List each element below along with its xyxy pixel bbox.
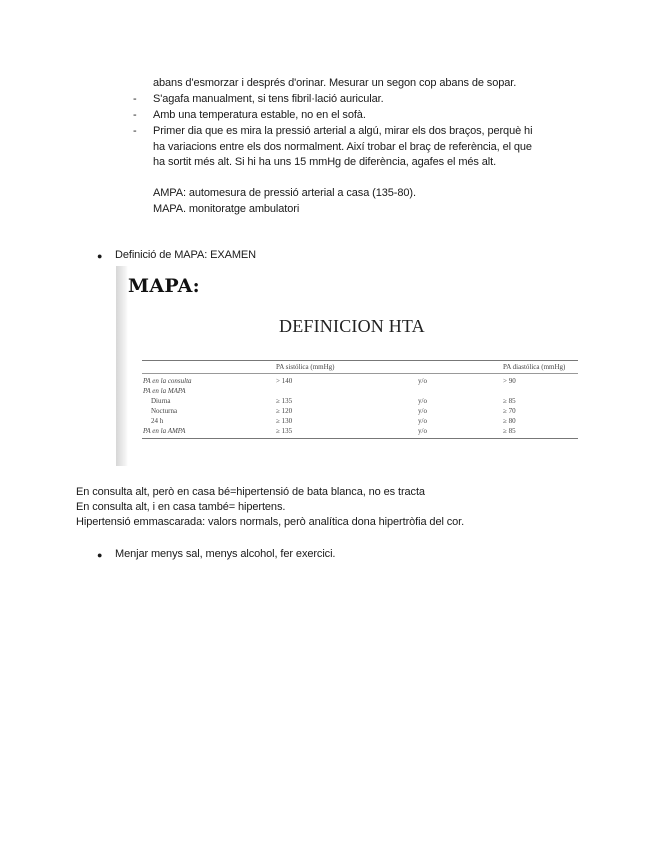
table-cell: ≥ 130 — [276, 417, 293, 425]
table-cell: ≥ 135 — [276, 397, 293, 405]
table-top-rule — [142, 360, 578, 361]
figure-subtitle: DEFINICION HTA — [279, 316, 425, 336]
dash-item-text: S'agafa manualment, si tens fibril·lació auricular. — [153, 93, 384, 105]
table-cell: y/o — [418, 397, 427, 405]
ampa-definition: AMPA: automesura de pressió arterial a casa (135-80). — [153, 187, 416, 199]
figure-title: MAPA: — [128, 275, 200, 297]
table-row-label: Diurna — [151, 397, 171, 405]
table-cell: > 90 — [503, 377, 516, 385]
table-cell: ≥ 120 — [276, 407, 293, 415]
table-row-label: PA en la AMPA — [143, 427, 186, 435]
dash-marker: - — [133, 93, 137, 105]
table-header: PA diastólica (mmHg) — [503, 363, 566, 371]
dash-marker: - — [133, 125, 137, 137]
continuation-line: abans d'esmorzar i després d'orinar. Mesurar un segon cop abans de sopar. — [153, 77, 517, 89]
table-cell: ≥ 85 — [503, 397, 516, 405]
table-cell: ≥ 135 — [276, 427, 293, 435]
table-header: PA sistólica (mmHg) — [276, 363, 335, 371]
dash-item-text: ha variacions entre els dos normalment. Així trobar el braç de referència, el que — [153, 141, 532, 153]
paragraph-line: En consulta alt, i en casa també= hipertens. — [76, 501, 286, 513]
paragraph-line: Hipertensió emmascarada: valors normals, però analítica dona hipertròfia del cor. — [76, 516, 465, 528]
table-cell: > 140 — [276, 377, 293, 385]
table-header-rule — [142, 373, 578, 374]
table-cell: y/o — [418, 427, 427, 435]
table-row-label: PA en la consulta — [143, 377, 192, 385]
mapa-definition: MAPA. monitoratge ambulatori — [153, 203, 300, 215]
mapa-definition-image — [116, 266, 579, 466]
table-cell: ≥ 80 — [503, 417, 516, 425]
table-cell: y/o — [418, 407, 427, 415]
bullet-dot: ● — [97, 251, 103, 261]
dash-marker: - — [133, 109, 137, 121]
table-row-label: Nocturna — [151, 407, 178, 415]
bullet-text: Menjar menys sal, menys alcohol, fer exercici. — [115, 548, 336, 560]
paragraph-line: En consulta alt, però en casa bé=hipertensió de bata blanca, no es tracta — [76, 486, 425, 498]
image-edge-shadow — [116, 266, 128, 466]
table-cell: y/o — [418, 417, 427, 425]
bullet-text: Definició de MAPA: EXAMEN — [115, 249, 256, 261]
dash-item-text: ha sortit més alt. Si hi ha uns 15 mmHg de diferència, agafes el més alt. — [153, 156, 497, 168]
table-cell: ≥ 70 — [503, 407, 516, 415]
table-row-label: PA en la MAPA — [143, 387, 186, 395]
table-bottom-rule — [142, 438, 578, 439]
bullet-dot: ● — [97, 550, 103, 560]
dash-item-text: Primer dia que es mira la pressió arterial a algú, mirar els dos braços, perquè hi — [153, 125, 533, 137]
table-cell: y/o — [418, 377, 427, 385]
dash-item-text: Amb una temperatura estable, no en el sofà. — [153, 109, 366, 121]
table-cell: ≥ 85 — [503, 427, 516, 435]
table-row-label: 24 h — [151, 417, 164, 425]
